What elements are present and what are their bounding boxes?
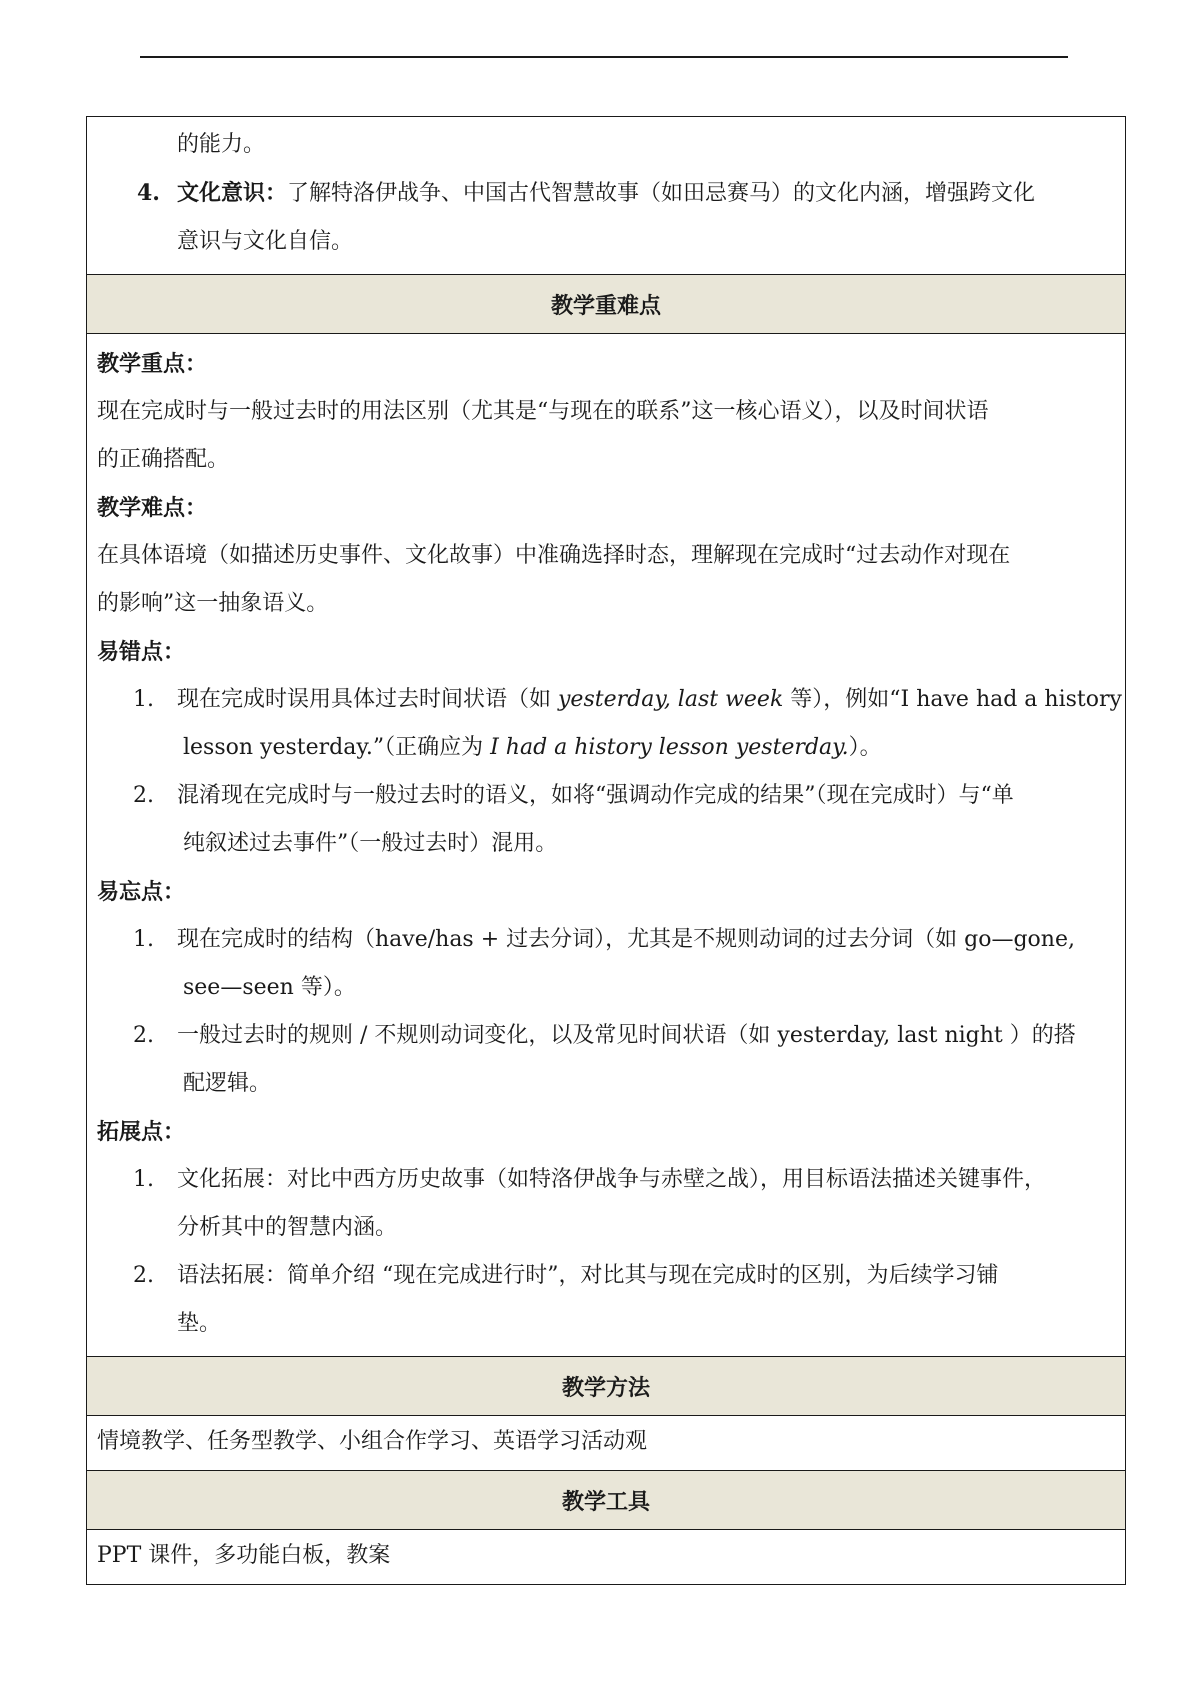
error-item-1-cont-a: lesson yesterday.”（正确应为: [183, 735, 491, 760]
error-item-1-text-b: 等），例如“I have had a history: [783, 687, 1122, 712]
methods-cell: [87, 1415, 1125, 1470]
objective-4-continuation: 意识与文化自信。: [177, 229, 354, 254]
error-item-1-cont-italic: I had a history lesson yesterday.: [490, 735, 849, 760]
forget-item-2: [97, 1012, 1115, 1060]
error-item-2-text: 混淆现在完成时与一般过去时的语义，如将“强调动作完成的结果”（现在完成时）与“单: [177, 783, 1014, 808]
key-points-header: 教学重难点: [87, 274, 1125, 333]
focus-text-line-1: 现在完成时与一般过去时的用法区别（尤其是“与现在的联系”这一核心语义），以及时间状语: [97, 399, 989, 424]
objective-4: [97, 169, 1115, 218]
extend-item-2-text: 语法拓展：简单介绍 “现在完成进行时”，对比其与现在完成时的区别，为后续学习铺: [177, 1263, 999, 1288]
lesson-plan-table: [86, 116, 1126, 1585]
error-label: 易错点：: [97, 639, 186, 665]
difficulty-text-line-1: 在具体语境（如描述历史事件、文化故事）中准确选择时态，理解现在完成时“过去动作对现在: [97, 543, 1011, 568]
extend-item-1-text: 文化拓展：对比中西方历史故事（如特洛伊战争与赤壁之战），用目标语法描述关键事件，: [177, 1167, 1047, 1192]
methods-text: 情境教学、任务型教学、小组合作学习、英语学习活动观: [97, 1429, 648, 1454]
error-item-1-italic: yesterday, last week: [558, 687, 784, 712]
focus-label: 教学重点：: [97, 351, 208, 377]
forget-item-1-continuation: see—seen 等）。: [183, 975, 356, 1000]
extend-item-1-number: 1.: [133, 1167, 154, 1192]
error-item-1-continuation: [97, 724, 1115, 772]
error-item-1-text-a: 现在完成时误用具体过去时间状语（如: [177, 687, 558, 712]
forget-item-2-number: 2.: [133, 1023, 154, 1048]
forget-item-2-continuation: 配逻辑。: [183, 1071, 272, 1096]
tools-header: 教学工具: [87, 1470, 1125, 1529]
tools-cell: [87, 1529, 1125, 1584]
forget-label: 易忘点：: [97, 879, 186, 905]
page-header-rule: [140, 56, 1068, 58]
forget-item-1-text: 现在完成时的结构（have/has + 过去分词），尤其是不规则动词的过去分词（如 go—gone,: [177, 927, 1075, 952]
key-points-cell: [87, 333, 1125, 1356]
extend-item-1: [97, 1156, 1115, 1204]
extend-item-2-number: 2.: [133, 1263, 154, 1288]
methods-header: 教学方法: [87, 1356, 1125, 1415]
error-item-2: [97, 772, 1115, 820]
objective-4-text: 了解特洛伊战争、中国古代智慧故事（如田忌赛马）的文化内涵，增强跨文化: [287, 181, 1036, 206]
error-item-2-number: 2.: [133, 783, 154, 808]
extend-item-2: [97, 1252, 1115, 1300]
objective-3-continuation: 的能力。: [177, 132, 266, 157]
error-item-1: [97, 676, 1122, 724]
difficulty-text-line-2: 的影响”这一抽象语义。: [97, 591, 329, 616]
error-item-2-continuation: 纯叙述过去事件”（一般过去时）混用。: [183, 831, 558, 856]
tools-text: PPT 课件，多功能白板，教案: [97, 1543, 391, 1568]
extend-item-2-continuation: 垫。: [177, 1311, 222, 1336]
extend-item-1-continuation: 分析其中的智慧内涵。: [177, 1215, 398, 1240]
error-item-1-cont-b: ）。: [848, 735, 882, 760]
difficulty-label: 教学难点：: [97, 495, 208, 521]
objective-4-number: 4.: [137, 180, 160, 206]
extend-label: 拓展点：: [97, 1119, 186, 1145]
forget-item-2-text: 一般过去时的规则 / 不规则动词变化，以及常见时间状语（如 yesterday, last night ）的搭: [177, 1023, 1076, 1048]
forget-item-1-number: 1.: [133, 927, 154, 952]
objective-4-label: 文化意识：: [177, 180, 288, 206]
objectives-cell: [87, 117, 1125, 274]
focus-text-line-2: 的正确搭配。: [97, 447, 230, 472]
error-item-1-number: 1.: [133, 687, 154, 712]
forget-item-1: [97, 916, 1115, 964]
